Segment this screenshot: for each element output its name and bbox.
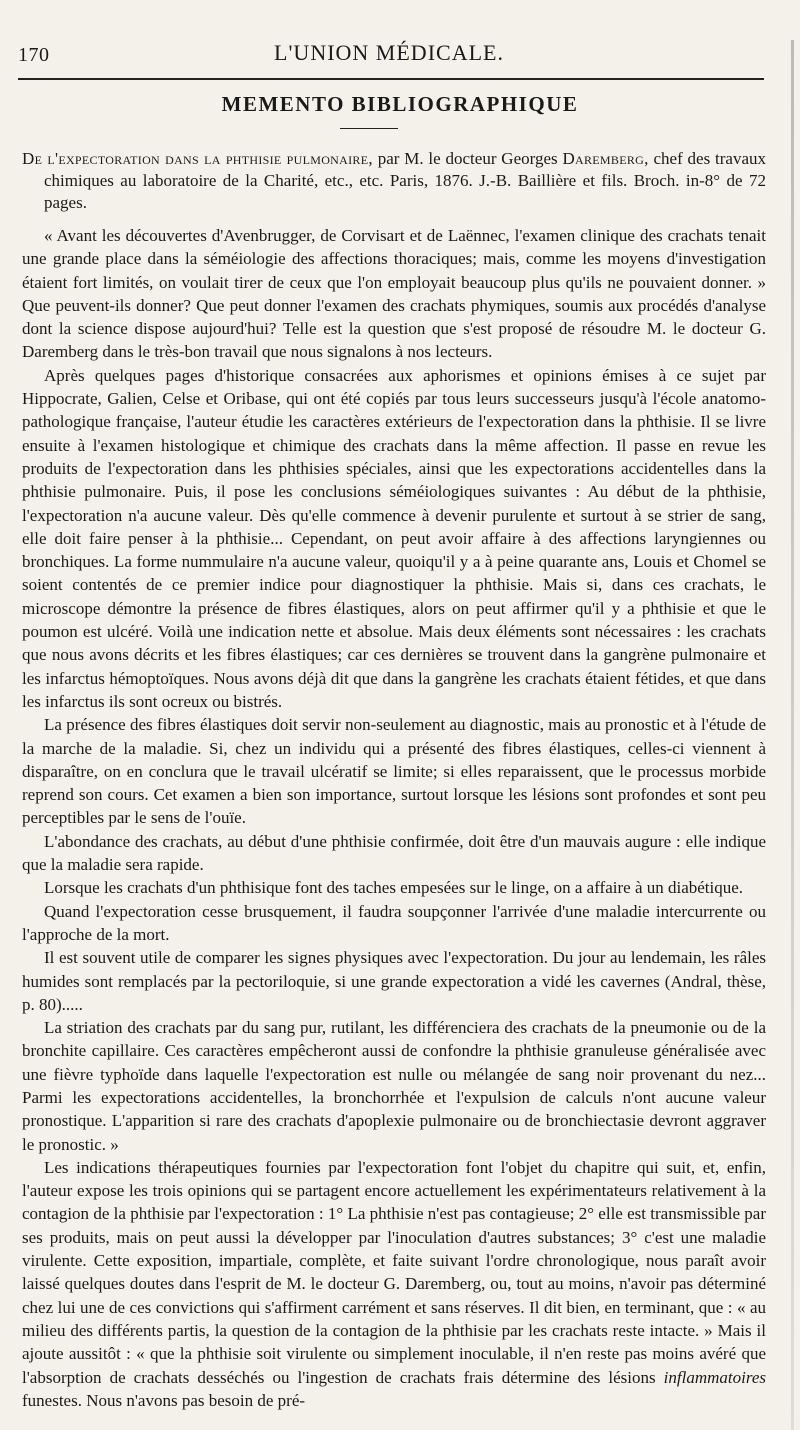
paragraph-9-emphasis: inflammatoires: [663, 1367, 766, 1387]
paragraph-9-text-a: Les indications thérapeutiques fournies par l'expectoration font l'objet du chapitre qui suit, et, enfin, l'auteur expose les trois opinions qui se partagent encore actuellement les expérimentateurs relativement à la contagion de la phthisie par l'expectoration : 1° La phthisie n'est pas contagieuse; 2° elle est transmissible par ses produits, mais on peut aussi la développer par l'inoculation d'autres substances; 3° c'est une maladie virulente. Cette exposition, impartiale, complète, et faite suivant l'ordre chronologique, nous paraît avoir laissé quelques doutes dans l'esprit de M. le docteur G. Daremberg, ou, tout au moins, n'avoir pas déterminé chez lui une de ces convictions qui s'affirment carrément et sans réserves. Il dit bien, en terminant, que : « au milieu des différents partis, la question de la contagion de la phthisie par les crachats reste intacte. » Mais il ajoute aussitôt : « que la phthisie soit virulente ou simplement inoculable, il n'en reste pas moins avéré que l'absorption de crachats desséchés ou l'ingestion de crachats frais détermine des lésions: [22, 1157, 766, 1387]
paragraph-5: Lorsque les crachats d'un phthisique font des taches empesées sur le linge, on a affaire à un diabétique.: [44, 878, 744, 898]
paragraph-2: Après quelques pages d'historique consacrées aux aphorismes et opinions émises à ce sujet par Hippocrate, Galien, Celse et Oribase, qui ont été copiés par tous leurs successeurs jusqu'à l'école anatomo-pathologique française, l'auteur étudie les caractères extérieurs de l'expectoration dans la phthisie. Il se livre ensuite à l'examen histologique et chimique des crachats dans la même affection. Il passe en revue les produits de l'expectoration dans les phthisies spéciales, ainsi que les expectorations accidentelles dans la phthisie pulmonaire. Puis, il pose les conclusions séméiologiques suivantes : Au début de la phthisie, l'expectoration n'a aucune valeur. Dès qu'elle commence à devenir purulente et surtout à se strier de sang, elle doit faire penser à la phthisie... Cependant, on peut avoir affaire à des affections laryngiennes ou bronchiques. La forme nummulaire n'a aucune valeur, quoiqu'il y a à peine quarante ans, Louis et Chomel se soient contentés de ce premier indice pour diagnostiquer la phthisie. Mais si, dans ces crachats, le microscope démontre la présence de fibres élastiques, alors on peut affirmer qu'il y a phthisie et que le poumon est ulcéré. Voilà une indication nette et absolue. Mais deux éléments sont nécessaires : les crachats que nous avons décrits et les fibres élastiques; car ces dernières se trouvent dans la gangrène pulmonaire et les infarctus hémoptoïques. Nous avons déjà dit que dans la gangrène les crachats étaient fétides, et que dans les infarctus ils sont ocreux ou bistrés.: [22, 365, 766, 711]
paragraph-9-text-b: funestes. Nous n'avons pas besoin de pré-: [22, 1390, 306, 1410]
author-name: Daremberg,: [562, 149, 649, 168]
paragraph-6: Quand l'expectoration cesse brusquement, il faudra soupçonner l'arrivée d'une maladie intercurrente ou l'approche de la mort.: [22, 901, 766, 944]
page-edge-shadow: [791, 40, 794, 1430]
paragraph-8: La striation des crachats par du sang pur, rutilant, les différenciera des crachats de la pneumonie ou de la bronchite capillaire. Ces caractères empêcheront aussi de confondre la phthisie granuleuse généralisée avec une fièvre typhoïde dans laquelle l'expectoration est nulle ou mélangée de sang noir provenant du nez... Parmi les expectorations accidentelles, la bronchorrhée et l'expulsion de calculs n'ont aucune valeur pronostique. L'apparition si rare des crachats d'apoplexie pulmonaire ou de bronchiectasie devront aggraver le pronostic. »: [22, 1018, 766, 1154]
paragraph-4: L'abondance des crachats, au début d'une phthisie confirmée, doit être d'un mauvais augure : elle indique que la maladie sera rapide.: [22, 831, 766, 875]
section-title: MEMENTO BIBLIOGRAPHIQUE: [221, 92, 579, 116]
header-rule: [18, 78, 764, 80]
paragraph-1: « Avant les découvertes d'Avenbrugger, de Corvisart et de Laënnec, l'examen clinique des crachats tenait une grande place dans la séméiologie des affections thoraciques; mais, comme les moyens d'investigation étaient fort limités, on voulait tirer de ceux que l'on employait beaucoup plus qu'ils ne pouvaient donner. » Que peuvent-ils donner? Que peut donner l'examen des crachats phymiques, soumis aux procédés d'analyse dont la science dispose aujourd'hui? Telle est la question que s'est proposé de résoudre M. le docteur G. Daremberg dans le très-bon travail que nous signalons à nos lecteurs.: [22, 226, 766, 362]
running-head: [18, 38, 760, 72]
journal-title: L'UNION MÉDICALE.: [274, 40, 504, 65]
paragraph-3: La présence des fibres élastiques doit servir non-seulement au diagnostic, mais au pronostic et à l'étude de la marche de la maladie. Si, chez un individu qui a présenté des fibres élastiques, celles-ci viennent à disparaître, on en conclura que le travail ulcératif se limite; si elles reparaissent, que le processus morbide reprend son cours. Cet examen a bien son importance, surtout lorsque les lésions sont profondes et sont peu perceptibles par le sens de l'ouïe.: [22, 715, 766, 828]
title-rule: [340, 128, 398, 129]
author-prefix: par M. le docteur Georges: [372, 149, 563, 168]
page-number: 170: [18, 44, 50, 66]
publication-details: chef des travaux chimiques au laboratoire de la Charité, etc., etc. Paris, 1876. J.-B. Baillière et fils. Broch. in-8° de 72 pages.: [44, 149, 766, 212]
paragraph-9: [22, 1156, 766, 1412]
article-body: [22, 148, 766, 1412]
paragraph-7: Il est souvent utile de comparer les signes physiques avec l'expectoration. Du jour au lendemain, les râles humides sont remplacés par la pectoriloquie, si une grande expectoration a vidé les cavernes (Andral, thèse, p. 80).....: [22, 948, 766, 1014]
book-title: De l'expectoration dans la phthisie pulmonaire,: [22, 149, 373, 168]
bibliographic-entry: [22, 148, 766, 214]
